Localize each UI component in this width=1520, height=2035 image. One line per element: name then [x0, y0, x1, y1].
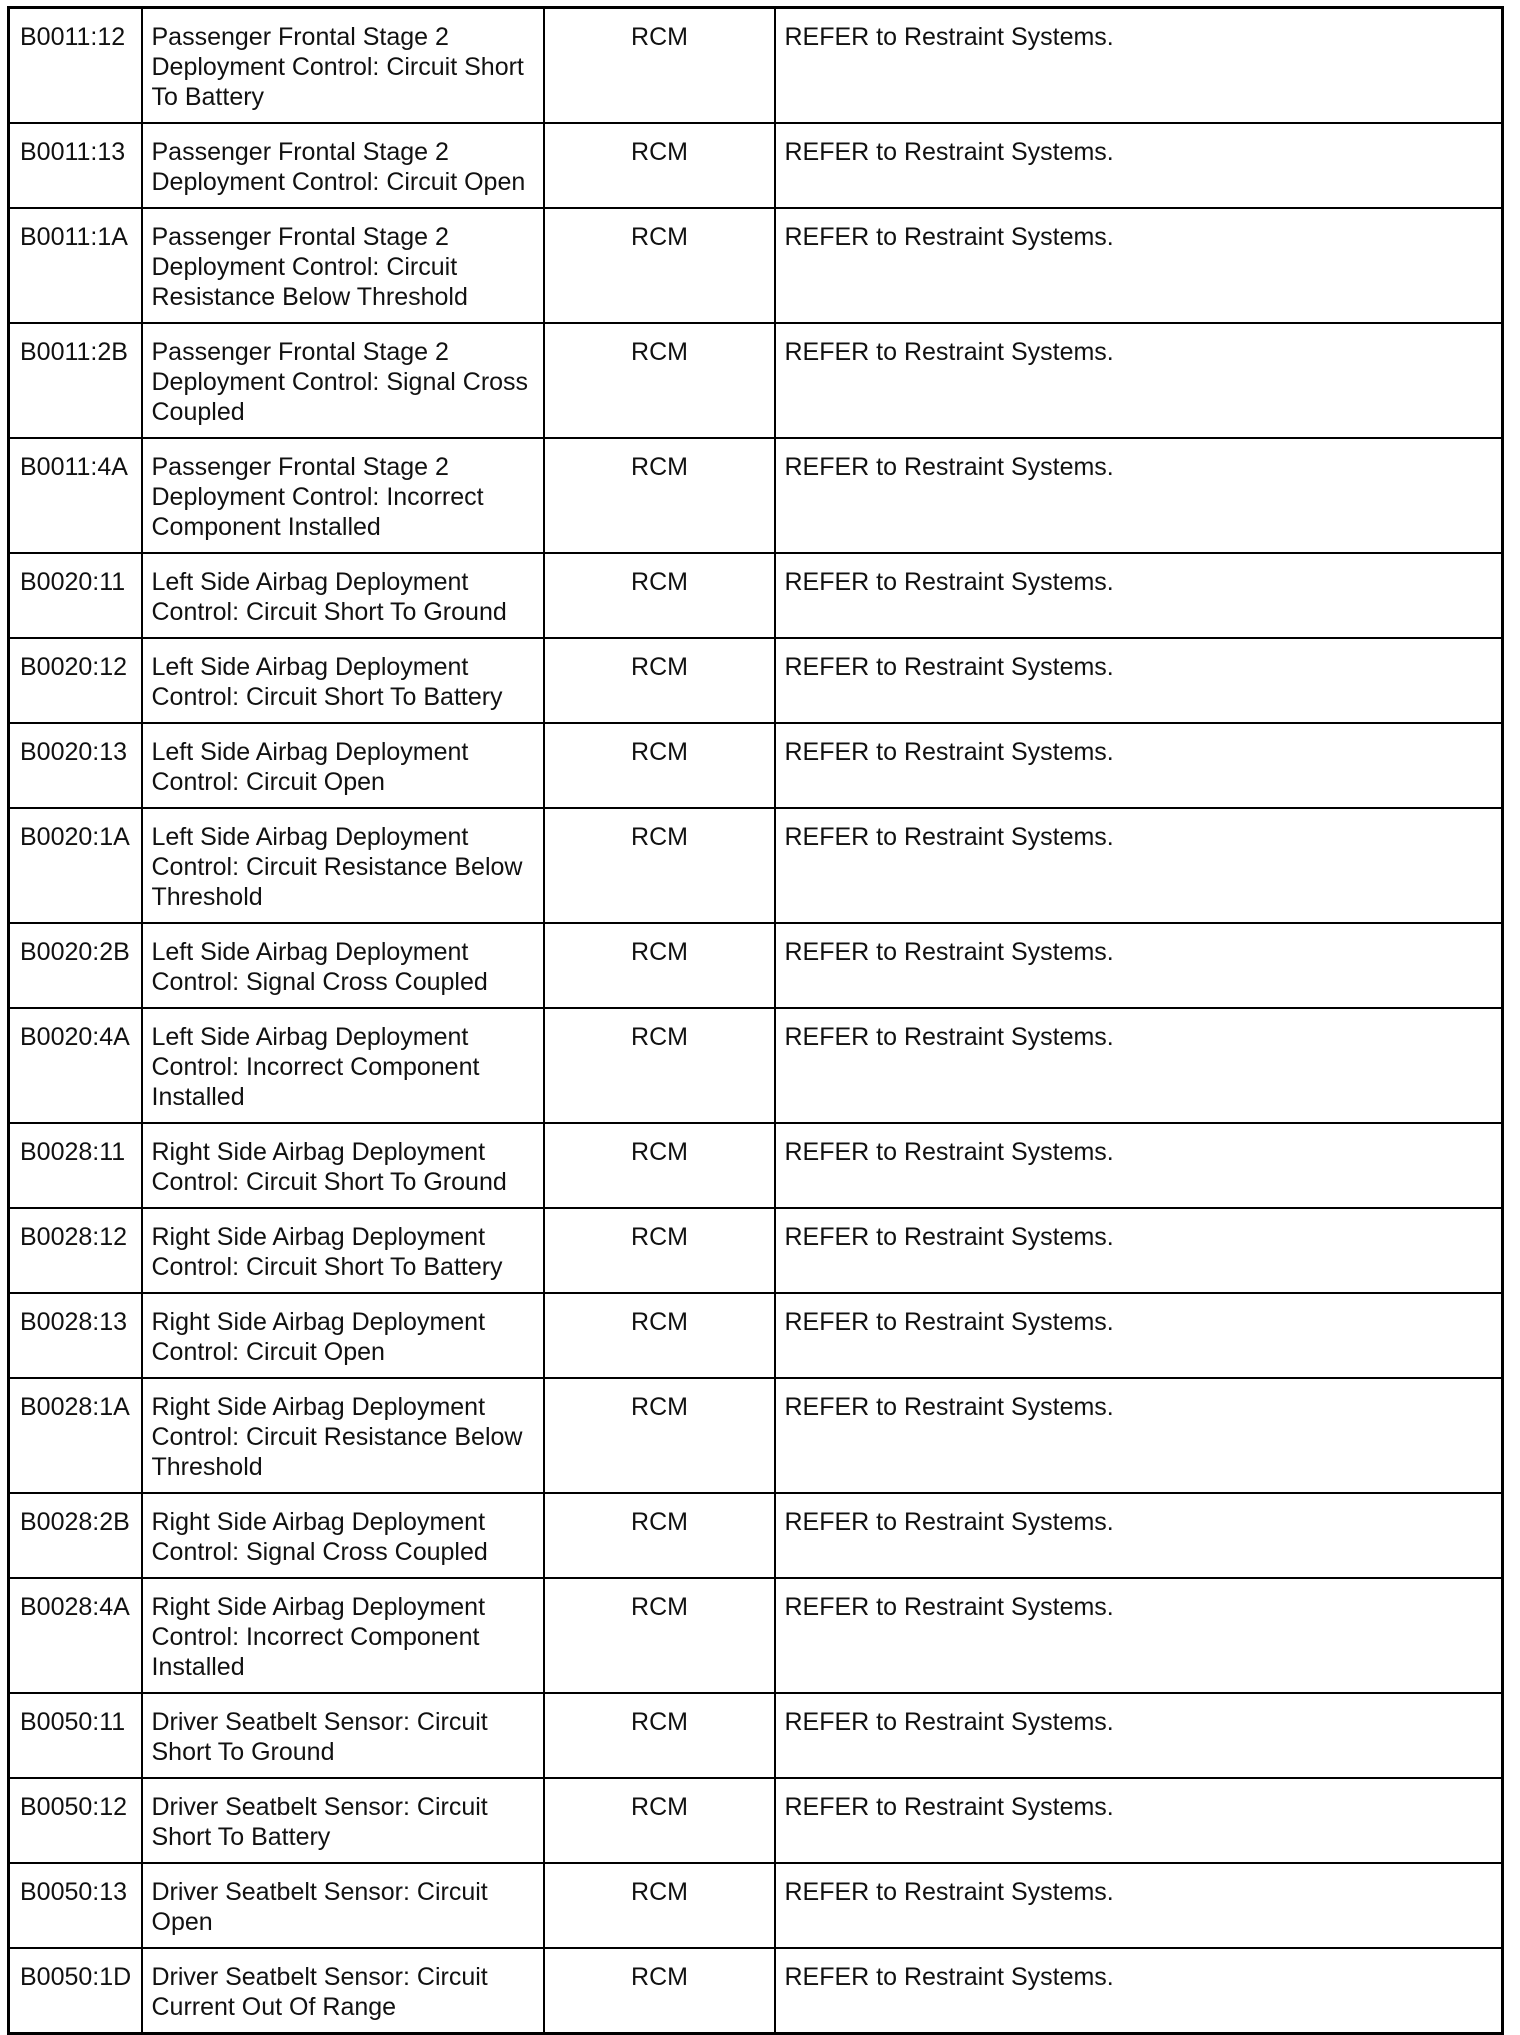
dtc-action: REFER to Restraint Systems.	[775, 1778, 1503, 1863]
dtc-action: REFER to Restraint Systems.	[775, 8, 1503, 124]
dtc-action: REFER to Restraint Systems.	[775, 1123, 1503, 1208]
dtc-action: REFER to Restraint Systems.	[775, 1578, 1503, 1693]
dtc-module: RCM	[544, 1123, 775, 1208]
dtc-description: Left Side Airbag Deployment Control: Circuit Resistance Below Threshold	[142, 808, 544, 923]
dtc-code: B0050:12	[9, 1778, 142, 1863]
dtc-module: RCM	[544, 1293, 775, 1378]
dtc-module: RCM	[544, 1008, 775, 1123]
table-row	[9, 208, 1503, 323]
dtc-description: Right Side Airbag Deployment Control: Incorrect Component Installed	[142, 1578, 544, 1693]
dtc-code: B0011:2B	[9, 323, 142, 438]
dtc-module: RCM	[544, 1693, 775, 1778]
dtc-description: Right Side Airbag Deployment Control: Circuit Short To Battery	[142, 1208, 544, 1293]
table-row	[9, 123, 1503, 208]
table-row	[9, 1778, 1503, 1863]
dtc-module: RCM	[544, 123, 775, 208]
dtc-module: RCM	[544, 1863, 775, 1948]
dtc-code: B0028:12	[9, 1208, 142, 1293]
dtc-code: B0028:2B	[9, 1493, 142, 1578]
dtc-action: REFER to Restraint Systems.	[775, 1378, 1503, 1493]
table-row	[9, 723, 1503, 808]
dtc-action: REFER to Restraint Systems.	[775, 923, 1503, 1008]
dtc-action: REFER to Restraint Systems.	[775, 1863, 1503, 1948]
table-row	[9, 923, 1503, 1008]
dtc-module: RCM	[544, 1578, 775, 1693]
dtc-code: B0020:11	[9, 553, 142, 638]
table-row	[9, 438, 1503, 553]
dtc-action: REFER to Restraint Systems.	[775, 1493, 1503, 1578]
dtc-action: REFER to Restraint Systems.	[775, 723, 1503, 808]
dtc-action: REFER to Restraint Systems.	[775, 808, 1503, 923]
dtc-description: Left Side Airbag Deployment Control: Incorrect Component Installed	[142, 1008, 544, 1123]
dtc-code: B0050:11	[9, 1693, 142, 1778]
dtc-action: REFER to Restraint Systems.	[775, 123, 1503, 208]
dtc-description: Right Side Airbag Deployment Control: Circuit Open	[142, 1293, 544, 1378]
dtc-module: RCM	[544, 808, 775, 923]
dtc-code: B0011:4A	[9, 438, 142, 553]
dtc-description: Right Side Airbag Deployment Control: Circuit Resistance Below Threshold	[142, 1378, 544, 1493]
dtc-module: RCM	[544, 723, 775, 808]
dtc-code: B0028:11	[9, 1123, 142, 1208]
dtc-description: Driver Seatbelt Sensor: Circuit Short To Ground	[142, 1693, 544, 1778]
dtc-module: RCM	[544, 438, 775, 553]
dtc-module: RCM	[544, 1778, 775, 1863]
dtc-code: B0011:1A	[9, 208, 142, 323]
dtc-module: RCM	[544, 1378, 775, 1493]
table-row	[9, 8, 1503, 124]
dtc-module: RCM	[544, 8, 775, 124]
table-row	[9, 1208, 1503, 1293]
table-row	[9, 1493, 1503, 1578]
dtc-table-body	[9, 8, 1503, 2034]
dtc-action: REFER to Restraint Systems.	[775, 323, 1503, 438]
dtc-module: RCM	[544, 1208, 775, 1293]
dtc-module: RCM	[544, 1948, 775, 2034]
table-row	[9, 1378, 1503, 1493]
dtc-description: Passenger Frontal Stage 2 Deployment Control: Signal Cross Coupled	[142, 323, 544, 438]
dtc-description: Right Side Airbag Deployment Control: Circuit Short To Ground	[142, 1123, 544, 1208]
dtc-action: REFER to Restraint Systems.	[775, 1293, 1503, 1378]
dtc-table	[7, 6, 1504, 2035]
dtc-action: REFER to Restraint Systems.	[775, 438, 1503, 553]
dtc-description: Passenger Frontal Stage 2 Deployment Control: Circuit Open	[142, 123, 544, 208]
dtc-action: REFER to Restraint Systems.	[775, 1008, 1503, 1123]
dtc-module: RCM	[544, 208, 775, 323]
table-row	[9, 1863, 1503, 1948]
dtc-description: Left Side Airbag Deployment Control: Circuit Short To Battery	[142, 638, 544, 723]
dtc-description: Left Side Airbag Deployment Control: Circuit Short To Ground	[142, 553, 544, 638]
table-row	[9, 323, 1503, 438]
dtc-code: B0011:12	[9, 8, 142, 124]
dtc-action: REFER to Restraint Systems.	[775, 1948, 1503, 2034]
dtc-description: Left Side Airbag Deployment Control: Circuit Open	[142, 723, 544, 808]
table-row	[9, 1293, 1503, 1378]
table-row	[9, 638, 1503, 723]
table-row	[9, 1123, 1503, 1208]
dtc-description: Right Side Airbag Deployment Control: Signal Cross Coupled	[142, 1493, 544, 1578]
dtc-code: B0028:1A	[9, 1378, 142, 1493]
table-row	[9, 1693, 1503, 1778]
dtc-action: REFER to Restraint Systems.	[775, 208, 1503, 323]
dtc-code: B0028:4A	[9, 1578, 142, 1693]
dtc-description: Left Side Airbag Deployment Control: Signal Cross Coupled	[142, 923, 544, 1008]
dtc-module: RCM	[544, 323, 775, 438]
dtc-code: B0020:2B	[9, 923, 142, 1008]
dtc-description: Passenger Frontal Stage 2 Deployment Control: Incorrect Component Installed	[142, 438, 544, 553]
dtc-action: REFER to Restraint Systems.	[775, 638, 1503, 723]
dtc-module: RCM	[544, 638, 775, 723]
dtc-code: B0028:13	[9, 1293, 142, 1378]
dtc-code: B0050:1D	[9, 1948, 142, 2034]
dtc-module: RCM	[544, 923, 775, 1008]
dtc-action: REFER to Restraint Systems.	[775, 1208, 1503, 1293]
table-row	[9, 1578, 1503, 1693]
dtc-code: B0020:1A	[9, 808, 142, 923]
dtc-description: Passenger Frontal Stage 2 Deployment Control: Circuit Short To Battery	[142, 8, 544, 124]
dtc-module: RCM	[544, 553, 775, 638]
dtc-code: B0020:12	[9, 638, 142, 723]
dtc-code: B0020:4A	[9, 1008, 142, 1123]
table-row	[9, 1948, 1503, 2034]
dtc-description: Driver Seatbelt Sensor: Circuit Current Out Of Range	[142, 1948, 544, 2034]
dtc-description: Driver Seatbelt Sensor: Circuit Short To Battery	[142, 1778, 544, 1863]
dtc-code: B0050:13	[9, 1863, 142, 1948]
dtc-code: B0011:13	[9, 123, 142, 208]
dtc-code: B0020:13	[9, 723, 142, 808]
dtc-module: RCM	[544, 1493, 775, 1578]
dtc-description: Passenger Frontal Stage 2 Deployment Control: Circuit Resistance Below Threshold	[142, 208, 544, 323]
table-row	[9, 808, 1503, 923]
dtc-action: REFER to Restraint Systems.	[775, 1693, 1503, 1778]
dtc-description: Driver Seatbelt Sensor: Circuit Open	[142, 1863, 544, 1948]
table-row	[9, 553, 1503, 638]
table-row	[9, 1008, 1503, 1123]
dtc-action: REFER to Restraint Systems.	[775, 553, 1503, 638]
